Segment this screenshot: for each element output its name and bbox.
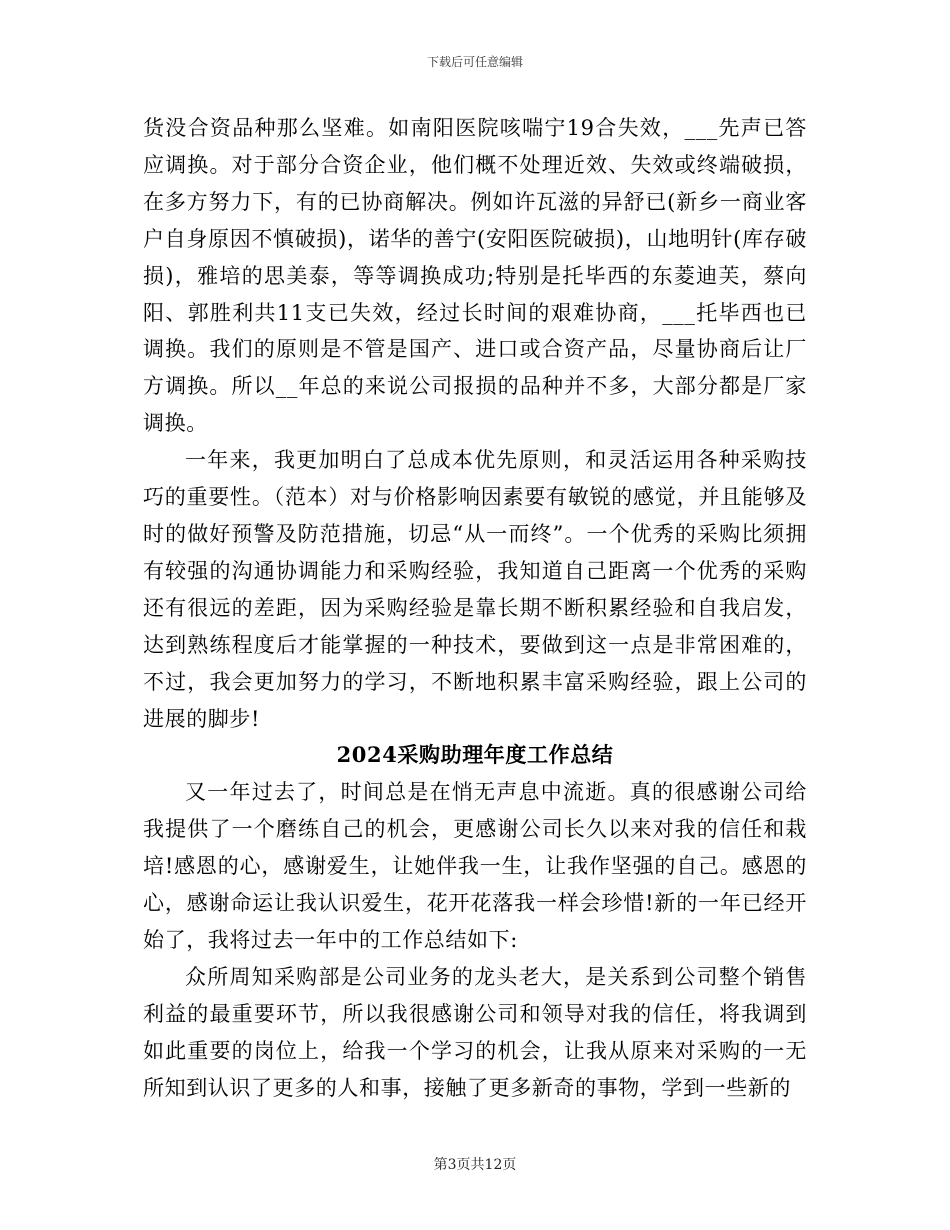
page-header: 下载后可任意编辑 [426,55,523,69]
paragraph-reflection: 一年来，我更加明白了总成本优先原则，和灵活运用各种采购技巧的重要性。（范本）对与价格影响因素要有敏锐的感觉，并且能够及时的做好预警及防范措施，切忌“从一而终”。一个优秀的采购比须拥有较强的沟通协调能力和采购经验，我知道自己距离一个优秀的采购还有很远的差距，因为采购经验是靠长期不断积累经验和自我启发，达到熟练程度后才能掌握的一种技术，要做到这一点是非常困难的，不过，我会更加努力的学习，不断地积累丰富采购经验，跟上公司的进展的脚步! [143,448,807,731]
page-number: 第3页共12页 [433,1157,517,1173]
paragraph-department: 众所周知采购部是公司业务的龙头老大，是关系到公司整个销售利益的最重要环节，所以我很感谢公司和领导对我的信任，将我调到如此重要的岗位上，给我一个学习的机会，让我从原来对采购的一无所知到认识了更多的人和事，接触了更多新奇的事物，学到一些新的 [143,964,807,1100]
section-title: 2024采购助理年度工作总结 [336,742,614,768]
paragraph-continuation: 货没合资品种那么坚难。如南阳医院咳喘宁19合失效，___先声已答应调换。对于部分合资企业，他们概不处理近效、失效或终端破损，在多方努力下，有的已协商解决。例如许瓦滋的异舒已(新乡一商业客户自身原因不慎破损)，诺华的善宁(安阳医院破损)，山地明针(库存破损)，雅培的思美泰，等等调换成功;特别是托毕西的东菱迪芙，蔡向阳、郭胜利共11支已失效，经过长时间的艰难协商，___托毕西也已调换。我们的原则是不管是国产、进口或合资产品，尽量协商后让厂方调换。所以__年总的来说公司报损的品种并不多，大部分都是厂家调换。 [143,116,807,436]
document-body [143,110,807,1106]
paragraph-intro: 又一年过去了，时间总是在悄无声息中流逝。真的很感谢公司给我提供了一个磨练自己的机会，更感谢公司长久以来对我的信任和栽培!感恩的心，感谢爱生，让她伴我一生，让我作坚强的自己。感恩的心，感谢命运让我认识爱生，花开花落我一样会珍惜!新的一年已经开始了，我将过去一年中的工作总结如下: [143,780,807,952]
